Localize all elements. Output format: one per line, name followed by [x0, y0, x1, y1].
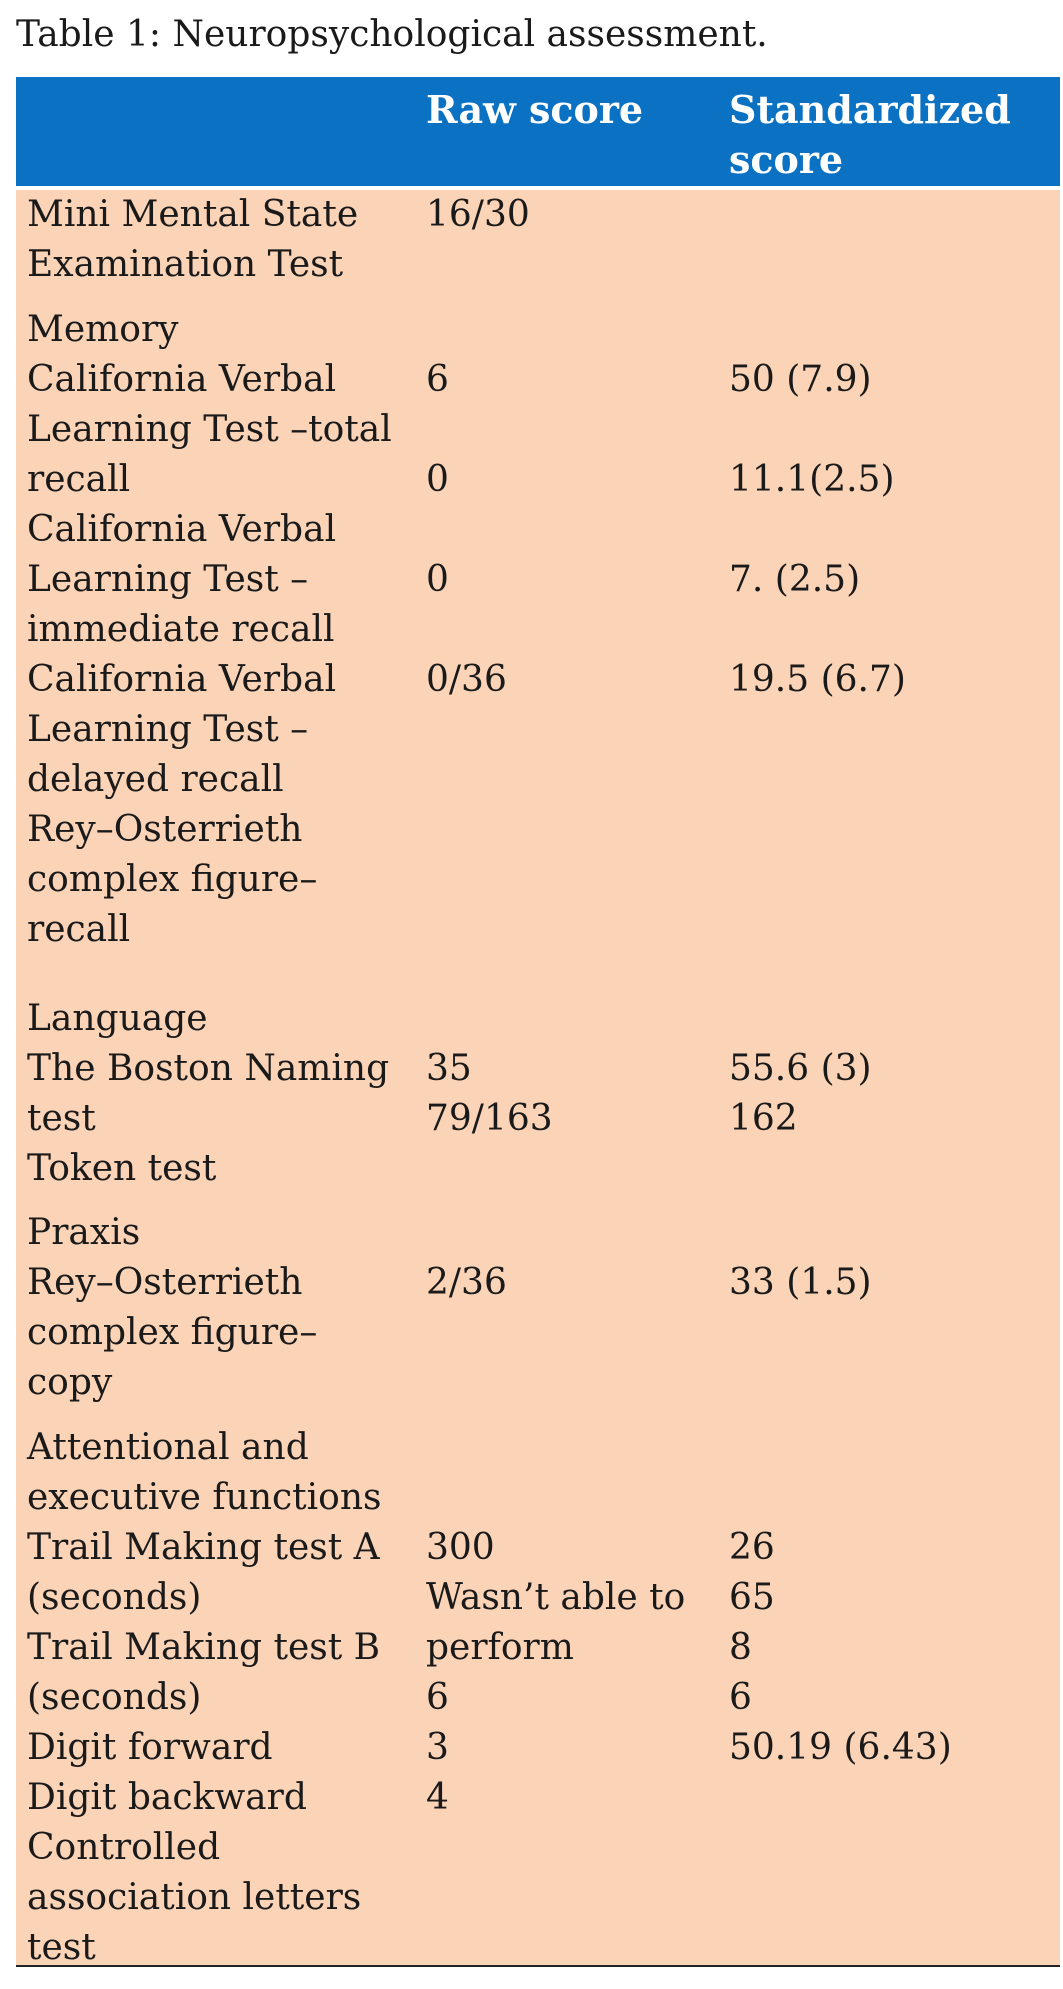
standardized-score-cell: 26 65 8 6 50.19 (6.43) — [729, 1527, 952, 1768]
assessment-table — [16, 77, 1060, 1967]
header-standardized-score: Standardized score — [729, 87, 1011, 182]
raw-score-cell: 6 0 0 0/36 — [426, 359, 507, 700]
test-name-cell: Mini Mental State Examination Test — [27, 194, 359, 285]
header-raw-score: Raw score — [426, 87, 644, 132]
test-name-cell: Praxis Rey–Osterrieth complex figure– copy — [27, 1212, 318, 1403]
standardized-score-cell: 50 (7.9) 11.1(2.5) 7. (2.5) 19.5 (6.7) — [729, 359, 906, 700]
standardized-score-cell: 55.6 (3) 162 — [729, 1048, 872, 1139]
test-name-cell: Attentional and executive functions Trail Making test A (seconds) Trail Making test B (seconds) Digit forward Digit backward Controlled association letters test — [27, 1427, 382, 1968]
raw-score-cell: 35 79/163 — [426, 1048, 553, 1139]
raw-score-cell: 300 Wasn’t able to perform 6 3 4 — [426, 1527, 686, 1818]
table-caption: Table 1: Neuropsychological assessment. — [16, 14, 768, 55]
test-name-cell: Memory California Verbal Learning Test –total recall California Verbal Learning Test – immediate recall California Verbal Learning Test – delayed recall Rey–Osterrieth complex figure– recall — [27, 309, 392, 950]
table-header-row — [16, 77, 1060, 190]
raw-score-cell: 16/30 — [426, 194, 530, 235]
test-name-cell: Language The Boston Naming test Token test — [27, 998, 390, 1189]
raw-score-cell: 2/36 — [426, 1262, 507, 1303]
standardized-score-cell: 33 (1.5) — [729, 1262, 872, 1303]
